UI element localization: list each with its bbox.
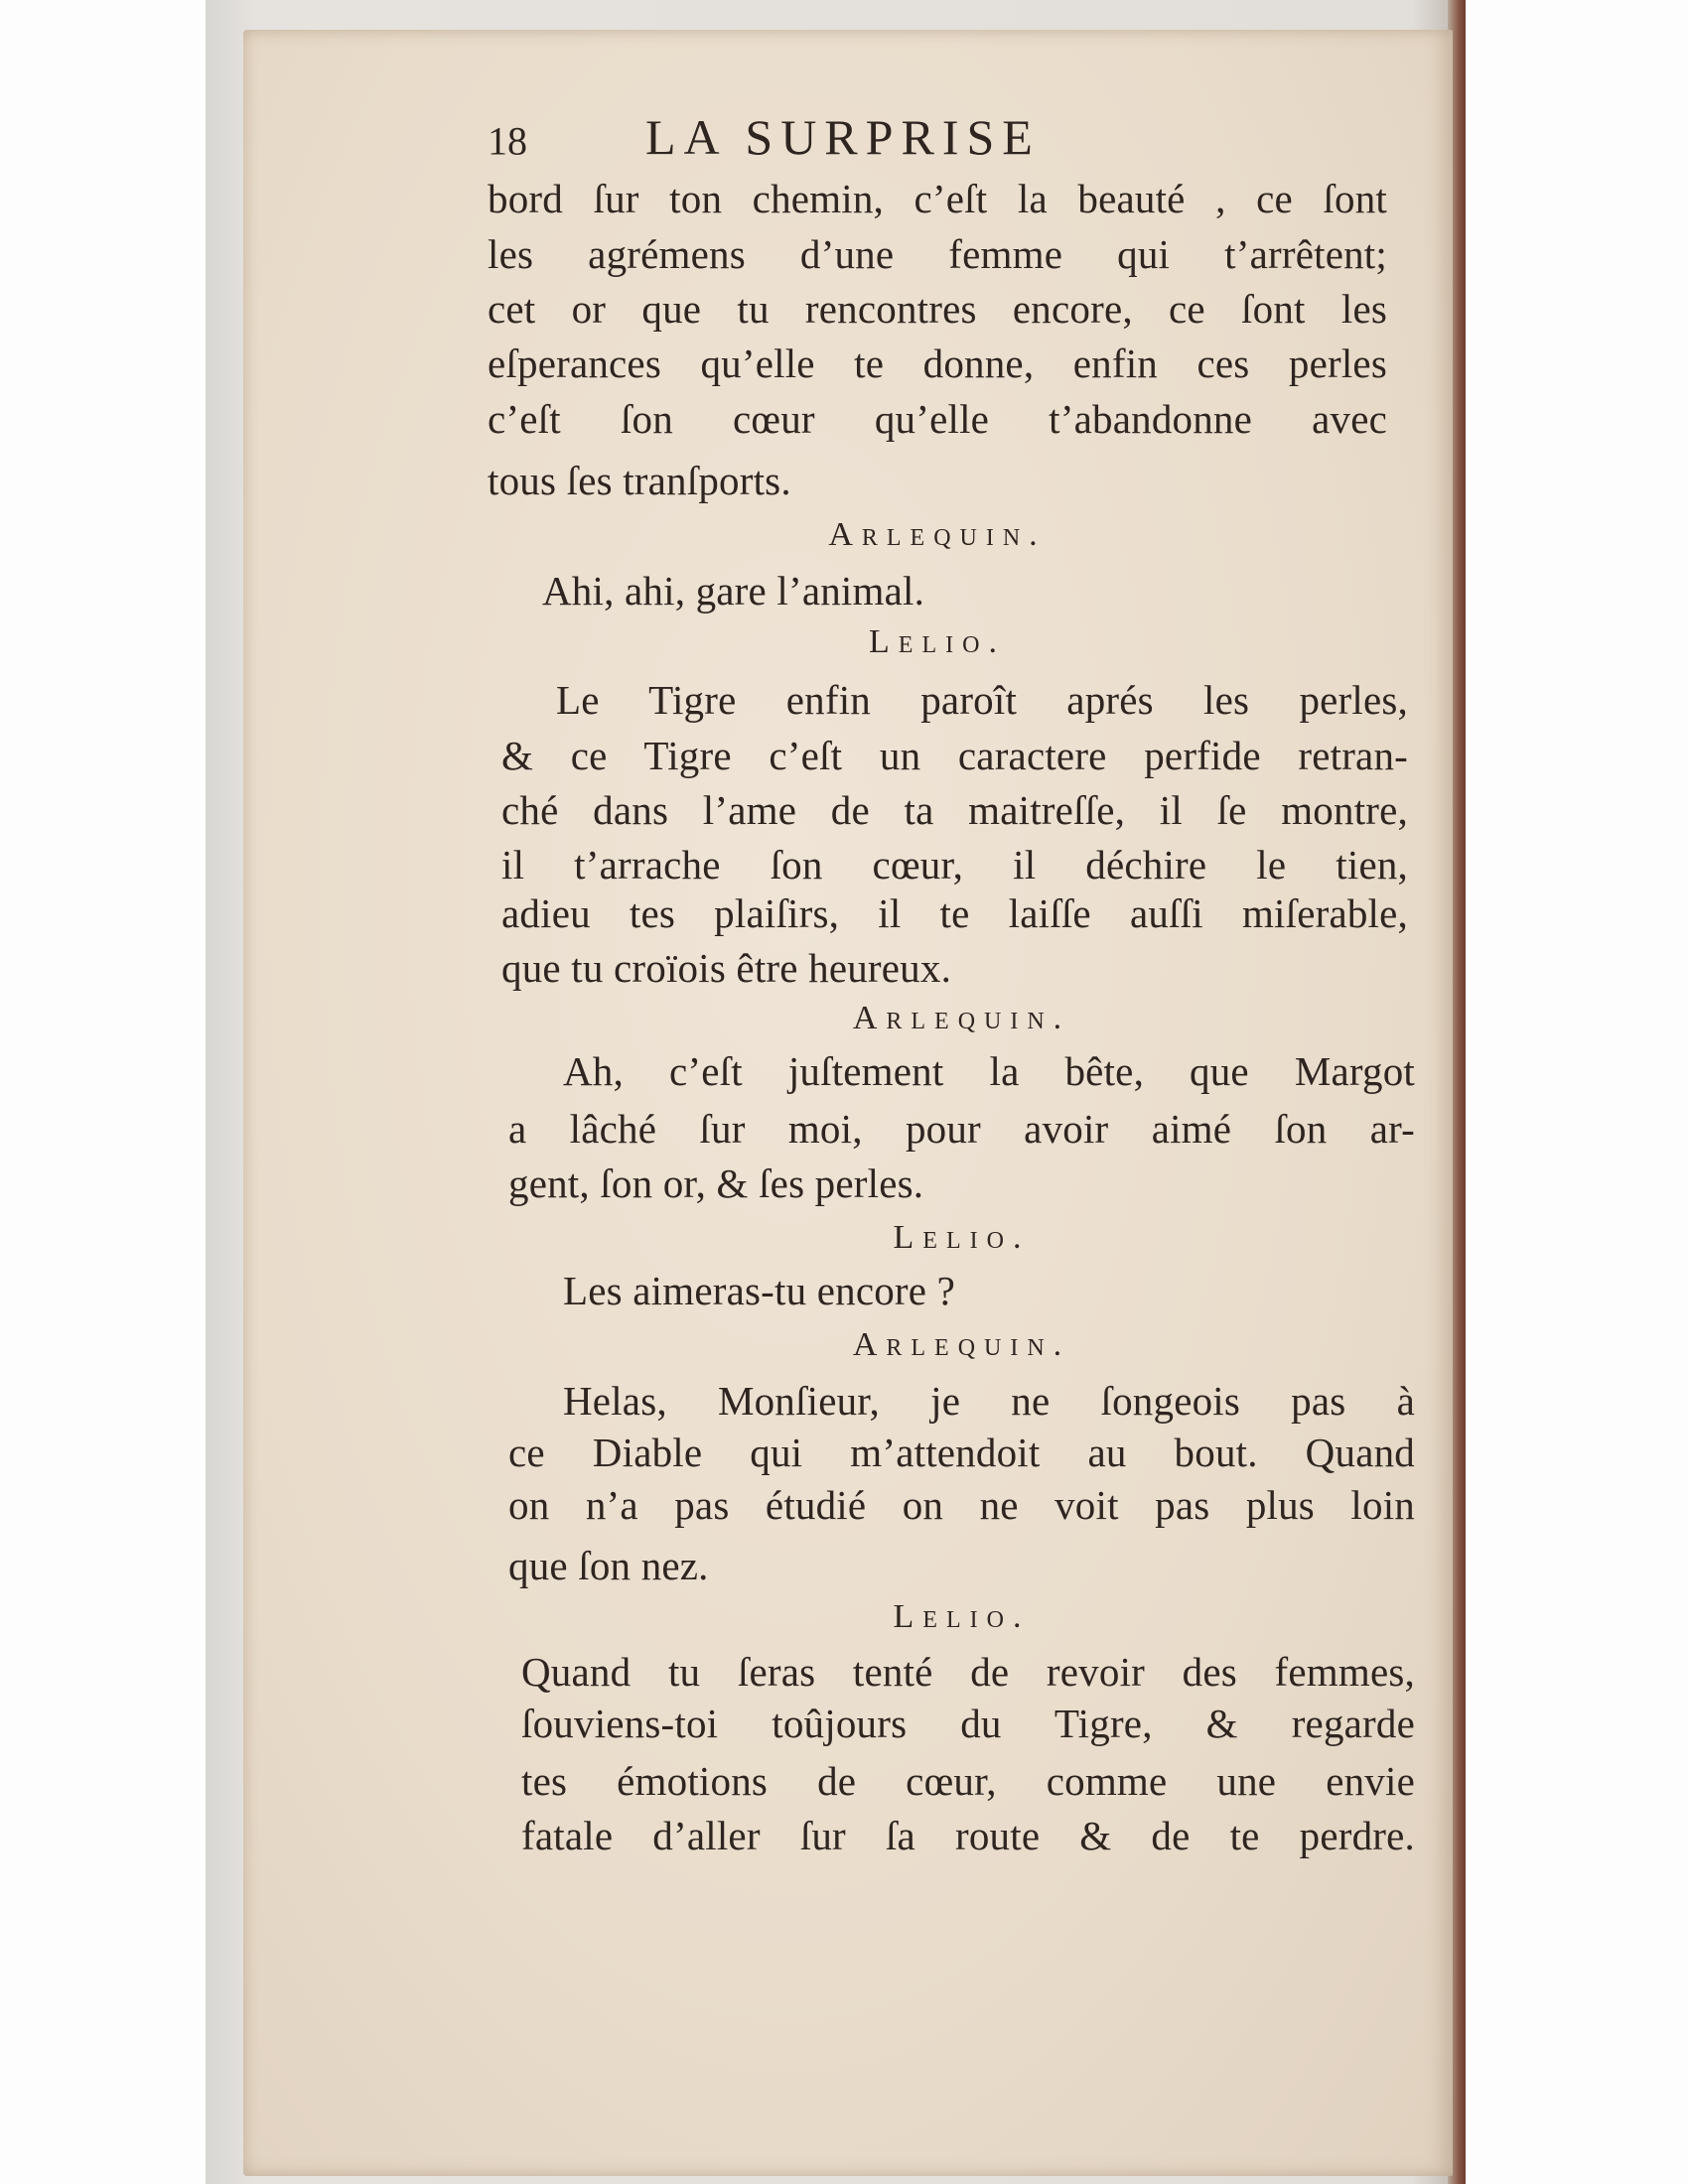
text-line: fatale d’aller ſur ſa route & de te perdre. (521, 1813, 1415, 1858)
text-line: Quand tu ſeras tenté de revoir des femmes, (521, 1649, 1415, 1695)
text-line: eſperances qu’elle te donne, enfin ces perles (488, 341, 1387, 386)
speaker-name: Arlequin. (852, 1000, 1071, 1036)
text-line: il t’arrache ſon cœur, il déchire le tien, (501, 842, 1408, 887)
text-line: gent, ſon or, & ſes perles. (508, 1160, 924, 1206)
text-line: Ahi, ahi, gare l’animal. (542, 568, 925, 614)
text-line: Le Tigre enfin paroît aprés les perles, (556, 677, 1408, 723)
text-line: Helas, Monſieur, je ne ſongeois pas à (563, 1378, 1415, 1424)
speaker-name: Arlequin. (852, 1326, 1071, 1363)
speaker-name: Lelio. (869, 623, 1006, 660)
speaker-name: Arlequin. (828, 516, 1047, 553)
text-line: Ah, c’eſt juſtement la bête, que Margot (563, 1048, 1415, 1094)
text-line: Les aimeras-tu encore ? (563, 1268, 956, 1313)
running-title: LA SURPRISE (645, 109, 1041, 165)
text-line: c’eſt ſon cœur qu’elle t’abandonne avec (488, 396, 1387, 442)
speaker-name: Lelio. (893, 1598, 1031, 1635)
text-line: tes émotions de cœur, comme une envie (521, 1758, 1415, 1804)
page-number: 18 (488, 118, 527, 164)
text-line: cet or que tu rencontres encore, ce ſont les (488, 286, 1387, 332)
text-line: les agrémens d’une femme qui t’arrêtent; (488, 231, 1387, 277)
speaker-name: Lelio. (893, 1219, 1031, 1256)
text-line: adieu tes plaiſirs, il te laiſſe auſſi miſerable, (501, 890, 1408, 936)
text-line: ce Diable qui m’attendoit au bout. Quand (508, 1430, 1415, 1475)
text-line: a lâché ſur moi, pour avoir aimé ſon ar- (508, 1106, 1415, 1152)
text-line: tous ſes tranſports. (488, 458, 791, 503)
text-line: que ſon nez. (508, 1543, 709, 1588)
text-line: que tu croïois être heureux. (501, 945, 952, 991)
text-line: on n’a pas étudié on ne voit pas plus loin (508, 1482, 1415, 1528)
text-line: ſouviens-toi toûjours du Tigre, & regarde (521, 1701, 1415, 1746)
text-line: & ce Tigre c’eſt un caractere perfide retran- (501, 733, 1408, 778)
text-line: ché dans l’ame de ta maitreſſe, il ſe montre, (501, 787, 1408, 833)
text-line: bord ſur ton chemin, c’eſt la beauté , ce ſont (488, 176, 1387, 221)
